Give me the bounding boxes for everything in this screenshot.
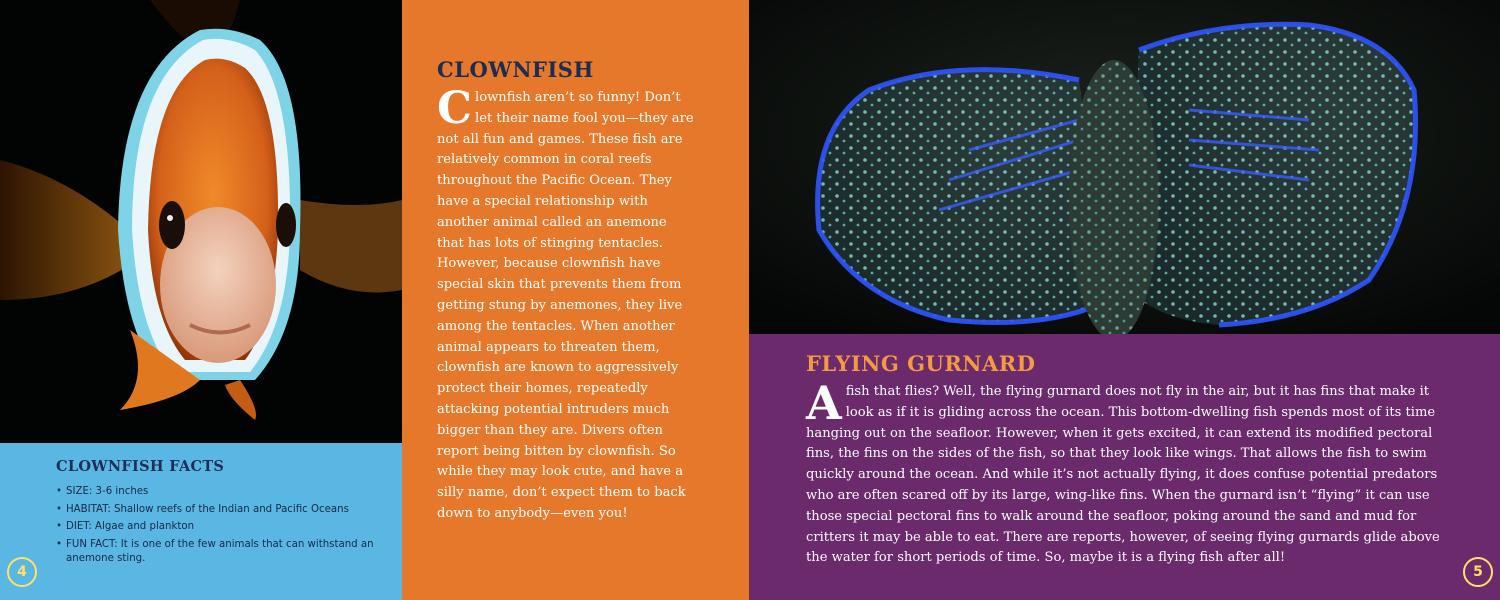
- fact-fun: • FUN FACT: It is one of the few animals that can withstand an anemone sting.: [56, 538, 376, 566]
- fact-habitat: • HABITAT: Shallow reefs of the Indian and Pacific Oceans: [56, 501, 376, 519]
- clownfish-facts-box: [0, 443, 402, 600]
- clownfish-heading: CLOWNFISH: [437, 57, 594, 82]
- clownfish-drop-cap: C: [437, 83, 473, 134]
- flying-gurnard-heading: FLYING GURNARD: [806, 351, 1036, 376]
- flying-gurnard-illustration: [749, 0, 1500, 334]
- page-number-right: 5: [1463, 557, 1493, 587]
- page-number-left: 4: [7, 557, 37, 587]
- flying-gurnard-drop-cap: A: [806, 376, 842, 430]
- clownfish-body-text: lownfish aren’t so funny! Don’t let their name fool you—they are not all fun and games. These fish are relatively common in coral reefs throughout the Pacific Ocean. They have a special relationship with another animal called an anemone that has lots of stinging tentacles. However, because clownfish have special skin that prevents them from getting stung by anemones, they live among the tentacles. When another animal appears to threaten them, clownfish are known to aggressively protect their homes, repeatedly attacking potential intruders much bigger than they are. Divers often report being bitten by clownfish. So while they may look cute, and have a silly name, don’t expect them to back down to anybody—even you!: [437, 90, 694, 521]
- clownfish-photo: [0, 0, 402, 443]
- facts-title: CLOWNFISH FACTS: [56, 458, 225, 475]
- flying-gurnard-text-panel: [749, 334, 1500, 600]
- flying-gurnard-body-text: fish that flies? Well, the flying gurnard does not fly in the air, but it has fins that make it look as if it is gliding across the ocean. This bottom-dwelling fish spends most of its time hanging out on the seafloor. However, when it gets excited, it can extend its modified pectoral fins, the fins on the sides of the fish, so that they look like wings. That allows the fish to swim quickly around the ocean. And while it’s not actually flying, it does confuse potential predators who are often scared off by its large, wing-like fins. When the gurnard isn’t “flying” it can use those special pectoral fins to walk around the seafloor, poking around the sand and mud for critters it may be able to eat. There are reports, however, of seeing flying gurnards glide above the water for short periods of time. So, maybe it is a flying fish after all!: [806, 384, 1440, 566]
- clownfish-text-panel: [402, 0, 749, 600]
- clownfish-body: [437, 83, 695, 525]
- clownfish-illustration: [0, 0, 402, 443]
- flying-gurnard-photo: [749, 0, 1500, 334]
- flying-gurnard-body: [806, 376, 1446, 569]
- facts-list: [56, 483, 376, 566]
- fact-diet: • DIET: Algae and plankton: [56, 518, 376, 536]
- fact-size: • SIZE: 3-6 inches: [56, 483, 376, 501]
